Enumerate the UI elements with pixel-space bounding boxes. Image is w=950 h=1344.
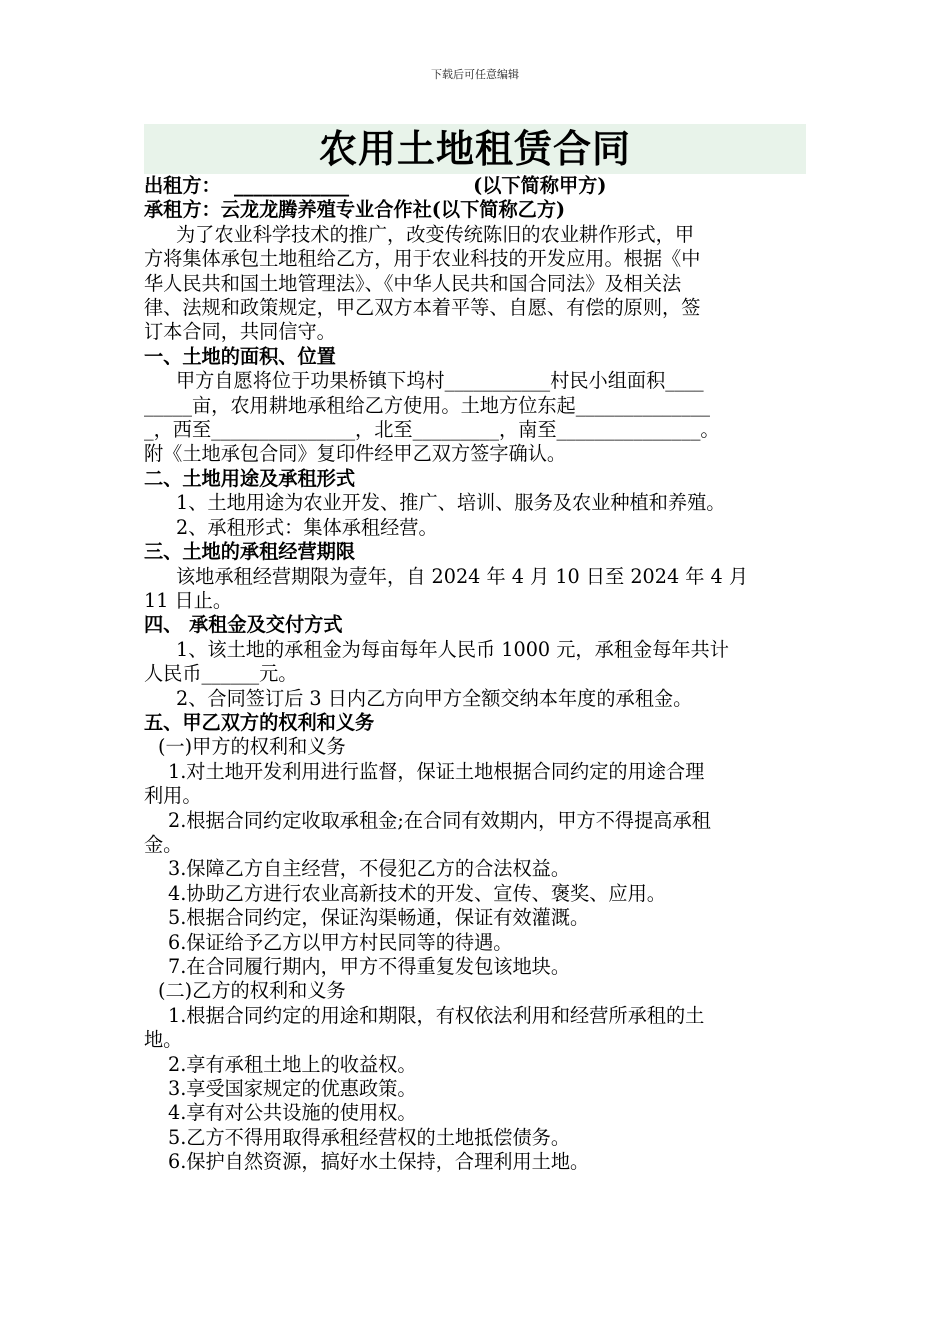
subsection-heading-party-b: (二)乙方的权利和义务 (158, 979, 346, 1003)
preamble (144, 223, 806, 345)
clause-line: 4.协助乙方进行农业高新技术的开发、宣传、褒奖、应用。 (168, 881, 666, 905)
section-lease-term (144, 540, 806, 613)
clause-line: 2.根据合同约定收取承租金;在合同有效期内，甲方不得提高承租 (168, 808, 711, 832)
section-heading: 四、 承租金及交付方式 (144, 613, 343, 637)
clause-line: 5.乙方不得用取得承租经营权的土地抵偿债务。 (168, 1125, 571, 1149)
section-line: 1、该土地的承租金为每亩每年人民币 1000 元，承租金每年共计 (176, 637, 729, 661)
lessee-line: 承租方：云龙龙腾养殖专业合作社(以下简称乙方) (144, 198, 566, 222)
clause-line: 利用。 (144, 784, 202, 808)
section-line: 人民币______元。 (144, 662, 298, 686)
lessor-label: 出租方： (144, 174, 221, 197)
page-header-note: 下载后可任意编辑 (431, 68, 519, 81)
clause-line: 金。 (144, 832, 183, 856)
section-item: 1、土地用途为农业开发、推广、培训、服务及农业种植和养殖。 (176, 491, 726, 515)
clause-line: 5.根据合同约定，保证沟渠畅通，保证有效灌溉。 (168, 906, 590, 930)
section-heading: 二、土地用途及承租形式 (144, 466, 356, 490)
clause-line: 3.保障乙方自主经营，不侵犯乙方的合法权益。 (168, 857, 571, 881)
section-heading: 一、土地的面积、位置 (144, 344, 336, 368)
section-line: _，西至_______________，北至_________，南至_______________。 (144, 418, 720, 442)
clause-line: 7.在合同履行期内，甲方不得重复发包该地块。 (168, 955, 571, 978)
preamble-line: 为了农业科学技术的推广，改变传统陈旧的农业耕作形式，甲 (176, 222, 695, 246)
clause-line: 1.对土地开发利用进行监督，保证土地根据合同约定的用途合理 (168, 759, 705, 783)
section-line: 附《土地承包合同》复印件经甲乙双方签字确认。 (144, 442, 567, 466)
title-banner (144, 124, 806, 174)
preamble-line: 律、法规和政策规定，甲乙双方本着平等、自愿、有偿的原则，签 (144, 296, 701, 320)
clause-line: 地。 (144, 1028, 183, 1052)
section-land-area (144, 345, 806, 467)
clause-line: 6.保证给予乙方以甲方村民同等的待遇。 (168, 930, 513, 954)
lessor-suffix: (以下简称甲方) (473, 174, 607, 197)
section-land-use (144, 467, 806, 540)
clause-line: 4.享有对公共设施的使用权。 (168, 1101, 417, 1125)
section-line: _____亩，农用耕地承租给乙方使用。土地方位东起______________ (144, 393, 711, 417)
section-line: 2、合同签订后 3 日内乙方向甲方全额交纳本年度的承租金。 (176, 686, 693, 710)
lessor-line (144, 174, 806, 198)
section-heading: 五、甲乙双方的权利和义务 (144, 710, 375, 734)
clause-line: 1.根据合同约定的用途和期限，有权依法利用和经营所承租的土 (168, 1003, 705, 1027)
subsection-heading-party-a: (一)甲方的权利和义务 (158, 735, 346, 759)
document-title: 农用土地租赁合同 (318, 126, 631, 171)
section-line: 甲方自愿将位于功果桥镇下坞村___________村民小组面积____ (176, 369, 704, 393)
clause-line: 6.保护自然资源，搞好水土保持，合理利用土地。 (168, 1150, 590, 1174)
section-item: 2、承租形式：集体承租经营。 (176, 515, 438, 539)
section-rights-obligations (144, 711, 806, 1175)
clause-line: 2.享有承租土地上的收益权。 (168, 1052, 417, 1076)
lessor-name-blank: ____________ (234, 174, 350, 197)
section-rent-payment (144, 613, 806, 711)
preamble-line: 订本合同，共同信守。 (144, 320, 336, 344)
section-line: 该地承租经营期限为壹年，自 2024 年 4 月 10 日至 2024 年 4 月 (176, 564, 749, 588)
section-line: 11 日止。 (144, 588, 233, 612)
preamble-line: 方将集体承包土地租给乙方，用于农业科技的开发应用。根据《中 (144, 247, 701, 271)
document-body (144, 124, 806, 1175)
clause-line: 3.享受国家规定的优惠政策。 (168, 1077, 417, 1101)
preamble-line: 华人民共和国土地管理法》、《中华人民共和国合同法》及相关法 (144, 271, 682, 295)
section-heading: 三、土地的承租经营期限 (144, 540, 356, 564)
